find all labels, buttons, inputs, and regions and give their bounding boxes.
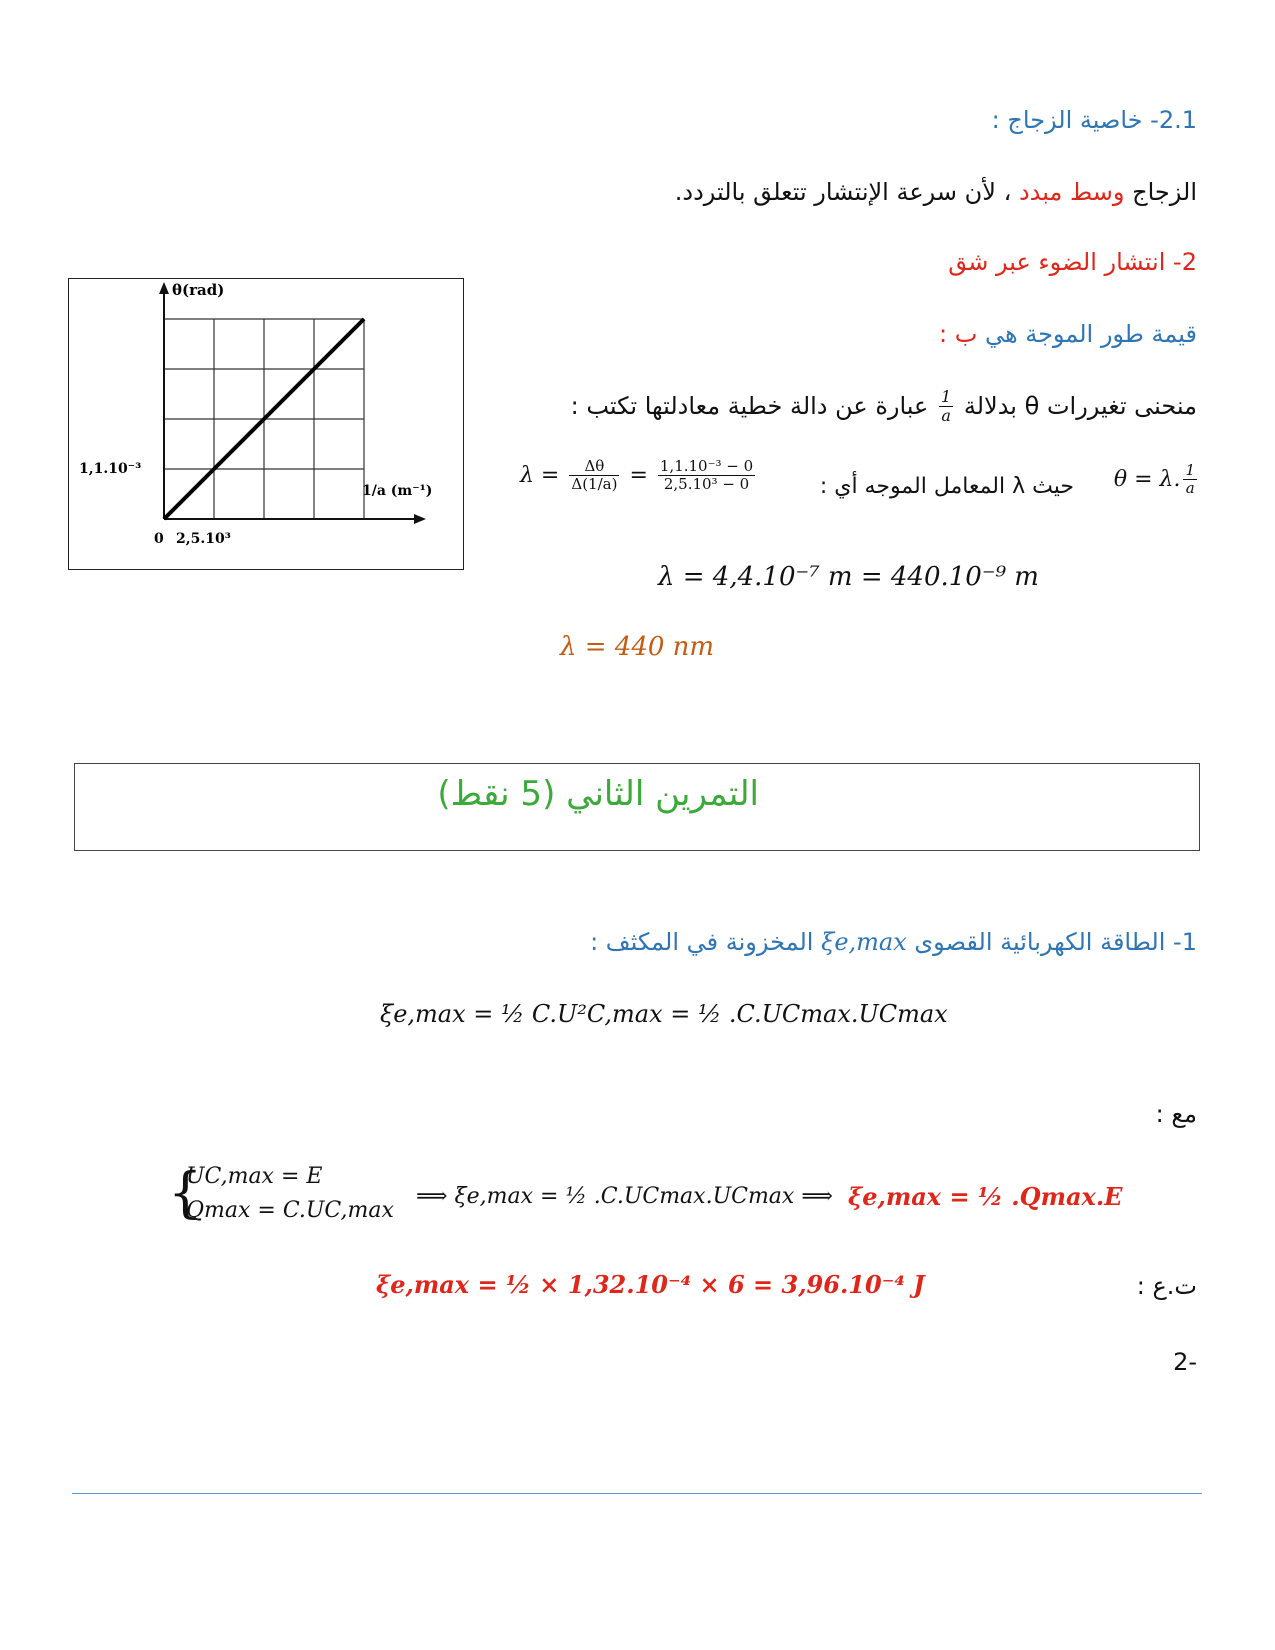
section-2-1-heading [992,106,1197,134]
delta-theta: Δθ [569,458,619,476]
energy-symbol: ξe,max [821,928,907,956]
y-axis-label: θ(rad) [172,281,225,299]
section-2-1-number: 2.1- [1150,106,1197,134]
theta-equation [1114,462,1200,498]
lambda-lhs: λ = [520,462,560,488]
system-equation-1: UC,max = E [186,1164,323,1189]
glass-reason: ، لأن سرعة الإنتشار تتعلق بالتردد. [674,178,1012,206]
exercise-2-box [74,763,1200,851]
curve-text-a: منحنى تغيررات θ بدلالة [963,391,1197,420]
part-1-text-a: الطاقة الكهربائية القصوى [914,928,1166,956]
theta-equation-lhs: θ = λ. [1113,466,1181,492]
implication-formula: ⟹ ξe,max = ½ .C.UCmax.UCmax ⟹ [416,1184,833,1209]
section-2-heading [948,248,1197,276]
part-1-heading [590,928,1197,956]
wavelength-question-text: قيمة طور الموجة هي [984,320,1197,348]
x-axis-arrow [414,514,426,524]
fraction-numerator: 1 [941,387,952,406]
exercise-2-title: التمرين الثاني (5 نقط) [437,774,759,814]
section-2-1-title: خاصية الزجاج : [991,106,1143,134]
slope-relation-line [520,458,1200,520]
y-axis-arrow [159,282,169,294]
numeric-result: ξe,max = ½ × 1,32.10⁻⁴ × 6 = 3,96.10⁻⁴ J [376,1270,925,1299]
theta-frac-num: 1 [1185,461,1195,479]
delta-inverse-a: Δ(1/a) [571,475,618,494]
theta-vs-inverse-a-chart [68,278,464,570]
answer-letter: ب [954,320,978,348]
y-tick-label: 1,1.10⁻³ [79,461,142,477]
section-2-number: 2- [1173,248,1197,276]
final-energy-formula: ξe,max = ½ .Qmax.E [848,1182,1123,1211]
curve-text-b: عبارة عن دالة خطية معادلتها تكتب : [570,391,929,420]
slope-calculation: λ = $\frac{\Delta\theta}{\Delta(1/a)}$ = $\frac{\text{1,1.10⁻³ − 0}}{\text{2,5.10³ − 0}}$ [520,457,754,494]
equation-system-line [168,1160,1168,1240]
numeric-denominator: 2,5.10³ − 0 [663,475,750,494]
theta-equation-fraction [1183,462,1197,498]
numeric-fraction [658,458,755,494]
wavelength-question [939,320,1197,348]
fraction-denominator: a [941,406,951,426]
curve-description [571,388,1197,426]
glass-property-line [675,178,1197,206]
slope-relation-text: حيث λ المعامل الموجه أي : [819,474,1074,499]
with-label: مع : [1155,1100,1197,1128]
section-2-title: انتشار الضوء عبر شق [948,248,1166,276]
delta-fraction [569,458,619,494]
system-equation-2: Qmax = C.UC,max [186,1198,394,1223]
wavelength-result-nm: λ = 440 nm [560,632,715,662]
x-tick-label-first: 2,5.10³ [176,531,231,547]
part-1-text-b: المخزونة في المكثف : [590,928,814,956]
x-tick-label-origin: 0 [154,531,164,547]
energy-formula: ξe,max = ½ C.U²C,max = ½ .C.UCmax.UCmax [380,1000,948,1028]
dispersive-medium: وسط مبدد [1018,178,1125,206]
part-1-number: 1- [1173,928,1197,956]
x-axis-label: 1/a (m⁻¹) [362,483,433,499]
theta-frac-den: a [1185,479,1195,498]
numeric-numerator: 1,1.10⁻³ − 0 [659,457,754,475]
answer-colon: : [938,320,948,348]
chart-svg [69,279,463,569]
part-2-number: 2- [1173,1348,1197,1376]
glass-word: الزجاج [1132,178,1197,206]
numeric-label: ت.ع : [1136,1272,1197,1300]
wavelength-result-meters: λ = 4,4.10⁻⁷ m = 440.10⁻⁹ m [658,562,1039,592]
system-brace: { [168,1161,203,1224]
inverse-a-fraction [939,388,953,426]
bottom-divider [72,1493,1202,1494]
